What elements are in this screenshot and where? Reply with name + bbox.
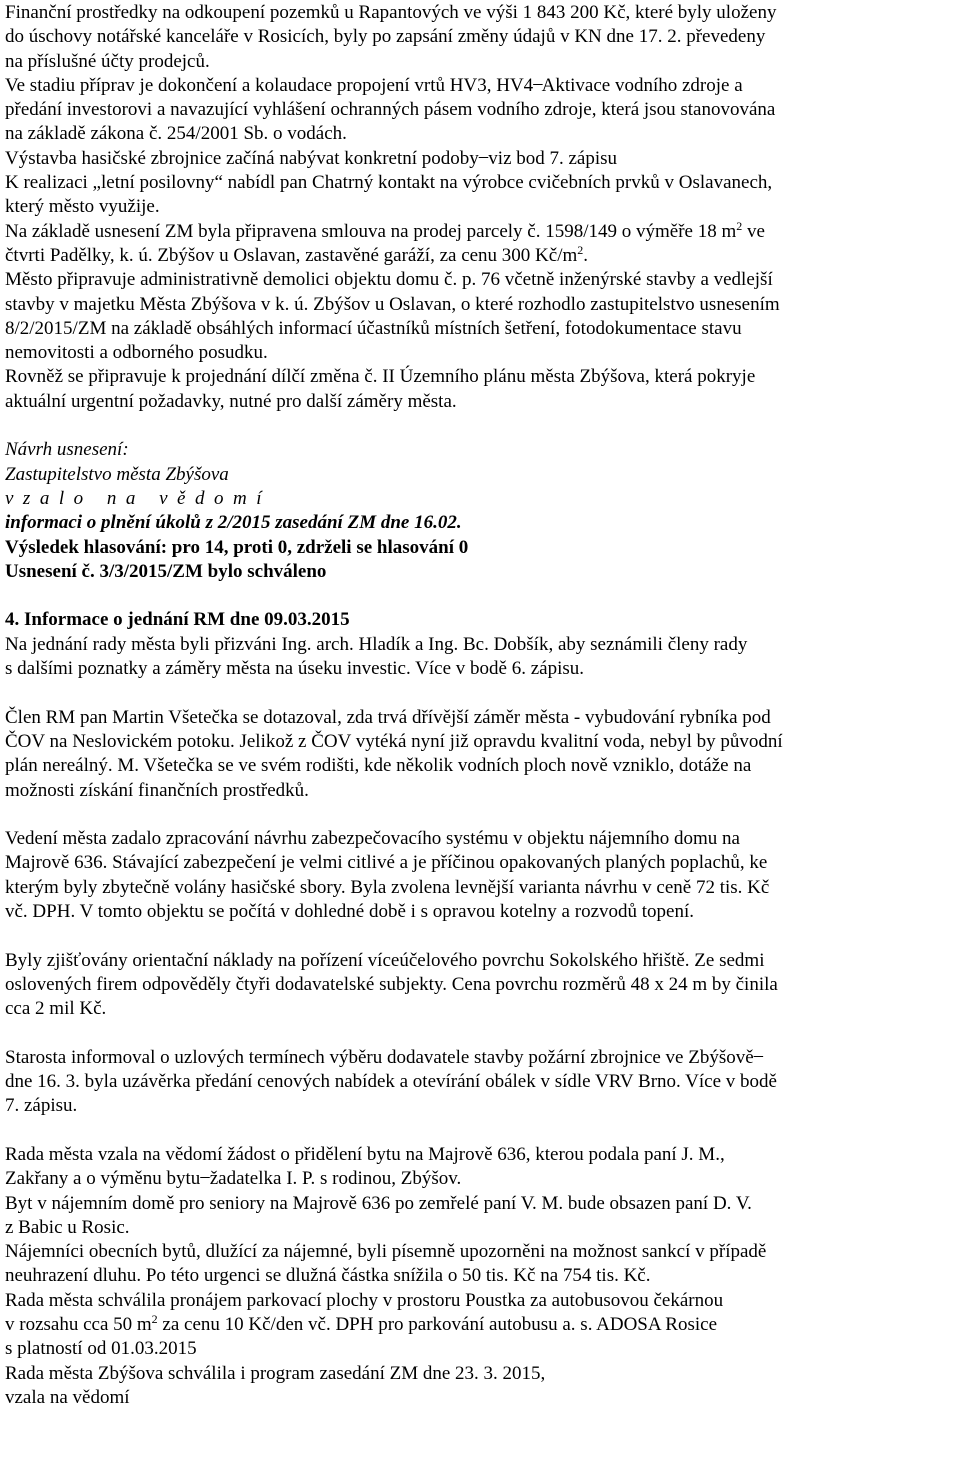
spacer [5,1119,956,1143]
text-line: cca 2 mil Kč. [5,998,107,1020]
text-segment: čtvrti Padělky, k. ú. Zbýšov u Oslavan, zastavěné garáží, za cenu 300 Kč/m [5,244,578,266]
text-line [5,244,956,268]
text-line [5,1313,956,1337]
text-line: s dalšími poznatky a záměry města na úseku investic. Více v bodě 6. zápisu. [5,658,584,680]
section-4 [5,608,956,681]
resolution-block [5,438,956,584]
text-line: Zakřany a o výměnu bytu ̶ žadatelka I. P. s rodinou, Zbýšov. [5,1168,462,1190]
text-line: z Babic u Rosic. [5,1216,130,1238]
resolution-verb: vzalo na vědomí [5,487,271,509]
text-segment: . [583,244,589,266]
superscript: 2 [151,1312,158,1327]
text-line: Rada města Zbýšova schválila i program zasedání ZM dne 23. 3. 2015, [5,1362,546,1384]
text-line: plán nereálný. M. Všetečka se ve svém rodišti, kde několik vodních ploch nově vzniklo, dotáže na [5,755,752,777]
paragraph-program [5,1362,956,1411]
text-line: K realizaci „letní posilovny“ nabídl pan Chatrný kontakt na výrobce cvičebních prvků v Oslavanech, [5,172,773,194]
resolution-vote: Výsledek hlasování: pro 14, proti 0, zdrželi se hlasování 0 [5,536,469,558]
text-line: s platností od 01.03.2015 [5,1338,197,1360]
text-line: vzala na vědomí [5,1386,130,1408]
text-segment: ve [742,220,765,242]
spacer [5,1021,956,1045]
paragraph-playground [5,949,956,1022]
paragraph-debts [5,1240,956,1289]
text-line: aktuální urgentní požadavky, nutné pro další záměry města. [5,390,457,412]
superscript: 2 [736,218,743,233]
paragraph-wells [5,74,956,147]
text-line: nemovitosti a odborného posudku. [5,342,268,364]
text-line: Člen RM pan Martin Všetečka se dotazoval, zda trvá dřívější záměr města - vybudování rybníka pod [5,706,771,728]
text-line: Vedení města zadalo zpracování návrhu zabezpečovacího systému v objektu nájemního domu na [5,828,740,850]
text-line: stavby v majetku Města Zbýšova v k. ú. Zbýšov u Oslavan, o které rozhodlo zastupitelstvo usnesením [5,293,780,315]
paragraph-demolition [5,268,956,365]
superscript: 2 [577,242,584,257]
section-title: 4. Informace o jednání RM dne 09.03.2015 [5,609,350,631]
spacer [5,681,956,705]
paragraph-zoning-plan [5,365,956,414]
paragraph-flat-request [5,1143,956,1192]
text-line: Finanční prostředky na odkoupení pozemků u Rapantových ve výši 1 843 200 Kč, které byly uloženy [5,2,777,23]
paragraph-senior-flat [5,1192,956,1241]
text-segment: za cenu 10 Kč/den vč. DPH pro parkování autobusu a. s. ADOSA Rosice [157,1314,718,1336]
text-line: 8/2/2015/ZM na základě obsáhlých informací účastníků místních šetření, fotodokumentace stavu [5,317,742,339]
text-line: kterým byly zbytečně volány hasičské sbory. Byla zvolena levnější varianta návrhu v ceně 72 tis. Kč [5,876,770,898]
paragraph-pond [5,706,956,803]
text-line: do úschovy notářské kanceláře v Rosicích, byly po zapsání změny údajů v KN dne 17. 2. převedeny [5,26,766,48]
text-line: Majrově 636. Stávající zabezpečení je velmi citlivé a je příčinou opakovaných planých poplachů, ke [5,852,768,874]
text-line: na příslušné účty prodejců. [5,50,210,72]
paragraph-fire-station: Výstavba hasičské zbrojnice začíná nabývat konkretní podoby ̶ viz bod 7. zápisu [5,147,618,169]
paragraph-gym [5,171,956,220]
text-line: Rada města vzala na vědomí žádost o přidělení bytu na Majrově 636, kterou podala paní J. M., [5,1143,725,1165]
paragraph-security-system [5,827,956,924]
resolution-body: Zastupitelstvo města Zbýšova [5,463,229,485]
text-line: Starosta informoval o uzlových termínech výběru dodavatele stavby požární zbrojnice ve Zbýšově ̶ [5,1046,759,1068]
text-line: možnosti získání finančních prostředků. [5,779,309,801]
text-line: Nájemníci obecních bytů, dlužící za nájemné, byli písemně upozorněni na možnost sankcí v případě [5,1241,767,1263]
text-line: na základě zákona č. 254/2001 Sb. o vodách. [5,123,347,145]
text-line: který město využije. [5,196,160,218]
text-line: vč. DPH. V tomto objektu se počítá v dohledné době i s opravou kotelny a rozvodů topení. [5,900,694,922]
paragraph-parcel-sale [5,220,956,269]
text-line: Na jednání rady města byli přizváni Ing. arch. Hladík a Ing. Bc. Dobšík, aby seznámili členy rady [5,633,748,655]
text-line: dne 16. 3. byla uzávěrka předání cenových nabídek a otevírání obálek v sídle VRV Brno. Více v bodě [5,1071,777,1093]
text-line: Rada města schválila pronájem parkovací plochy v prostoru Poustka za autobusovou čekárnou [5,1289,724,1311]
resolution-result: Usnesení č. 3/3/2015/ZM bylo schváleno [5,560,327,582]
paragraph-tender [5,1046,956,1119]
text-line: ČOV na Neslovickém potoku. Jelikož z ČOV vytéká nyní již opravdu kvalitní voda, nebyl by původní [5,730,783,752]
text-line: 7. zápisu. [5,1095,78,1117]
text-line [5,220,956,244]
text-line: neuhrazení dluhu. Po této urgenci se dlužná částka snížila o 50 tis. Kč na 754 tis. Kč. [5,1265,651,1287]
spacer [5,924,956,948]
paragraph-land-purchase [5,1,956,74]
resolution-text: informaci o plnění úkolů z 2/2015 zasedání ZM dne 16.02. [5,512,462,534]
text-segment: v rozsahu cca 50 m [5,1314,152,1336]
paragraph-parking [5,1289,956,1362]
text-line: předání investorovi a navazující vyhlášení ochranných pásem vodního zdroje, která jsou stanovována [5,99,776,121]
text-line: Byly zjišťovány orientační náklady na pořízení víceúčelového povrchu Sokolského hřiště. Ze sedmi [5,949,765,971]
text-line: Ve stadiu příprav je dokončení a kolaudace propojení vrtů HV3, HV4 ̶ Aktivace vodního zdroje a [5,74,743,96]
text-line: Byt v nájemním domě pro seniory na Majrově 636 po zemřelé paní V. M. bude obsazen paní D. V. [5,1192,752,1214]
text-line: Město připravuje administrativně demolici objektu domu č. p. 76 včetně inženýrské stavby a vedlejší [5,269,773,291]
spacer [5,414,956,438]
text-segment: Na základě usnesení ZM byla připravena smlouva na prodej parcely č. 1598/149 o výměře 18 m [5,220,737,242]
text-line: Rovněž se připravuje k projednání dílčí změna č. II Územního plánu města Zbýšova, která pokryje [5,366,756,388]
resolution-heading: Návrh usnesení: [5,439,129,461]
spacer [5,584,956,608]
spacer [5,803,956,827]
text-line: oslovených firem odpověděly čtyři dodavatelské subjekty. Cena povrchu rozměrů 48 x 24 m by činila [5,973,778,995]
